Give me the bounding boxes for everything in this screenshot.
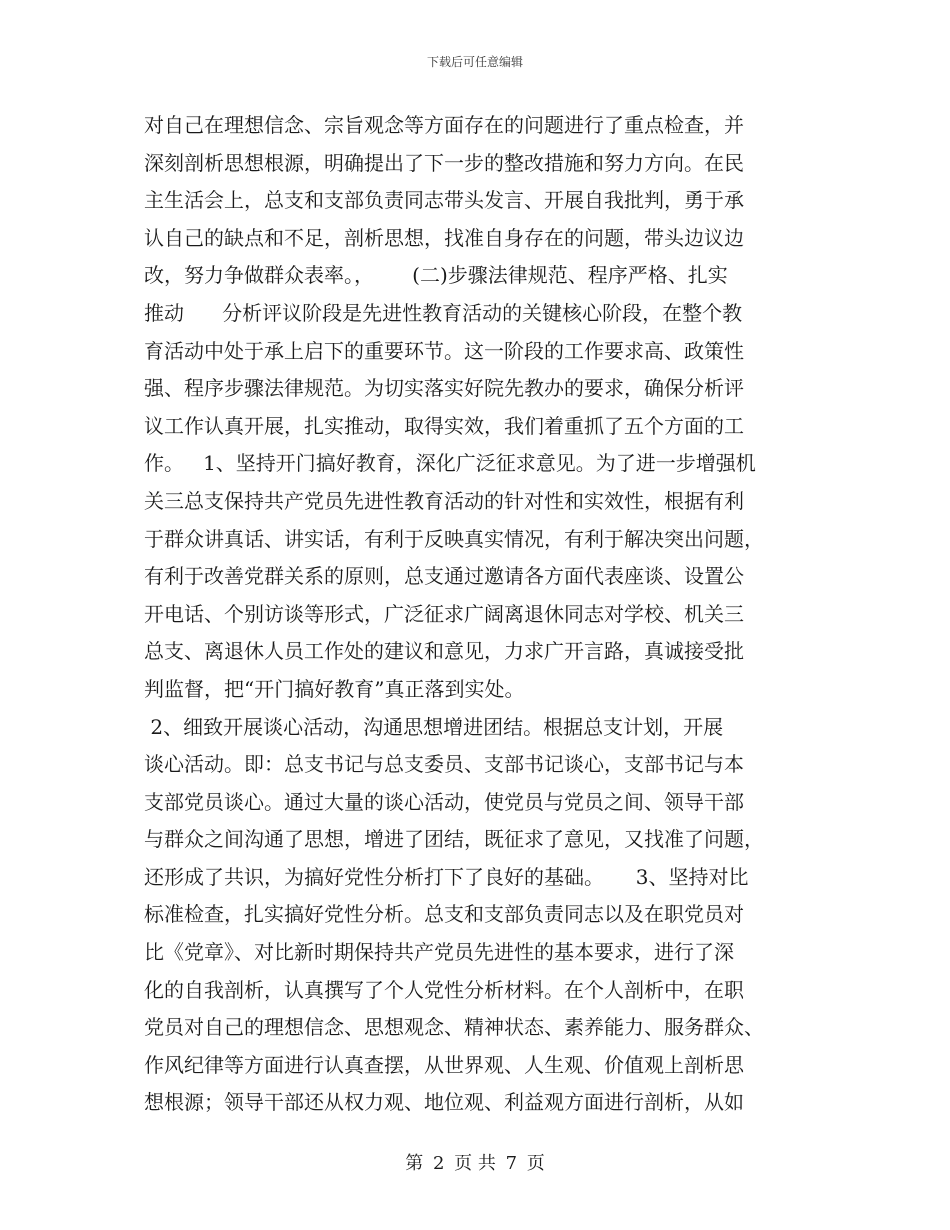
text-line: 总支、离退休人员工作处的建议和意见，力求广开言路，真诚接受批	[144, 639, 744, 664]
text-line: 对自己在理想信念、宗旨观念等方面存在的问题进行了重点检查，并	[144, 113, 744, 137]
page-number-footer	[0, 1152, 950, 1176]
text-line: 深刻剖析思想根源，明确提出了下一步的整改措施和努力方向。在民	[144, 150, 744, 175]
text-line: 谈心活动。即：总支书记与总支委员、支部书记谈心，支部书记与本	[144, 752, 744, 777]
text-line: 与群众之间沟通了思想，增进了团结，既征求了意见，又找准了问题，	[144, 827, 764, 852]
text-line: 作。 1、坚持开门搞好教育，深化广泛征求意见。为了进一步增强机	[144, 451, 756, 476]
text-line: 比《党章》、对比新时期保持共产党员先进性的基本要求，进行了深	[144, 940, 734, 965]
text-line: 标准检查，扎实搞好党性分析。总支和支部负责同志以及在职党员对	[144, 902, 744, 927]
text-line: 化的自我剖析，认真撰写了个人党性分析材料。在个人剖析中，在职	[144, 977, 744, 1002]
text-line: 有利于改善党群关系的原则，总支通过邀请各方面代表座谈、设置公	[144, 564, 744, 589]
text-line: 强、程序步骤法律规范。为切实落实好院先教办的要求，确保分析评	[144, 376, 744, 401]
text-line: 还形成了共识，为搞好党性分析打下了良好的基础。 3、坚持对比	[144, 864, 749, 889]
page-footer-suffix: 页	[526, 1153, 545, 1174]
text-line: 作风纪律等方面进行认真查摆，从世界观、人生观、价值观上剖析思	[144, 1052, 744, 1077]
total-page-count: 7	[505, 1153, 518, 1174]
text-line: 判监督，把“开门搞好教育”真正落到实处。	[144, 676, 525, 701]
text-line: 2、细致开展谈心活动，沟通思想增进团结。根据总支计划，开展	[144, 714, 724, 739]
page-footer-middle: 页 共	[454, 1153, 496, 1174]
text-line: 改，努力争做群众表率。， (二)步骤法律规范、程序严格、扎实	[144, 263, 728, 288]
text-line: 于群众讲真话、讲实话，有利于反映真实情况，有利于解决突出问题，	[144, 526, 764, 551]
text-line: 议工作认真开展，扎实推动，取得实效，我们着重抓了五个方面的工	[144, 413, 744, 438]
current-page-number: 2	[432, 1153, 445, 1174]
document-body	[144, 107, 808, 1122]
text-line: 开电话、个别访谈等形式，广泛征求广阔离退休同志对学校、机关三	[144, 601, 744, 626]
page-footer-prefix: 第	[405, 1153, 424, 1174]
page-header-note: 下载后可任意编辑	[426, 55, 523, 69]
text-line: 推动 分析评议阶段是先进性教育活动的关键核心阶段，在整个教	[144, 300, 743, 325]
text-line: 主生活会上，总支和支部负责同志带头发言、开展自我批判，勇于承	[144, 188, 744, 213]
text-line: 想根源；领导干部还从权力观、地位观、利益观方面进行剖析，从如	[144, 1090, 744, 1115]
text-line: 支部党员谈心。通过大量的谈心活动，使党员与党员之间、领导干部	[144, 789, 744, 814]
text-line: 关三总支保持共产党员先进性教育活动的针对性和实效性，根据有利	[144, 488, 744, 513]
text-line: 认自己的缺点和不足，剖析思想，找准自身存在的问题，带头边议边	[144, 225, 744, 250]
text-line: 育活动中处于承上启下的重要环节。这一阶段的工作要求高、政策性	[144, 338, 744, 363]
text-line: 党员对自己的理想信念、思想观念、精神状态、素养能力、服务群众、	[144, 1015, 764, 1040]
